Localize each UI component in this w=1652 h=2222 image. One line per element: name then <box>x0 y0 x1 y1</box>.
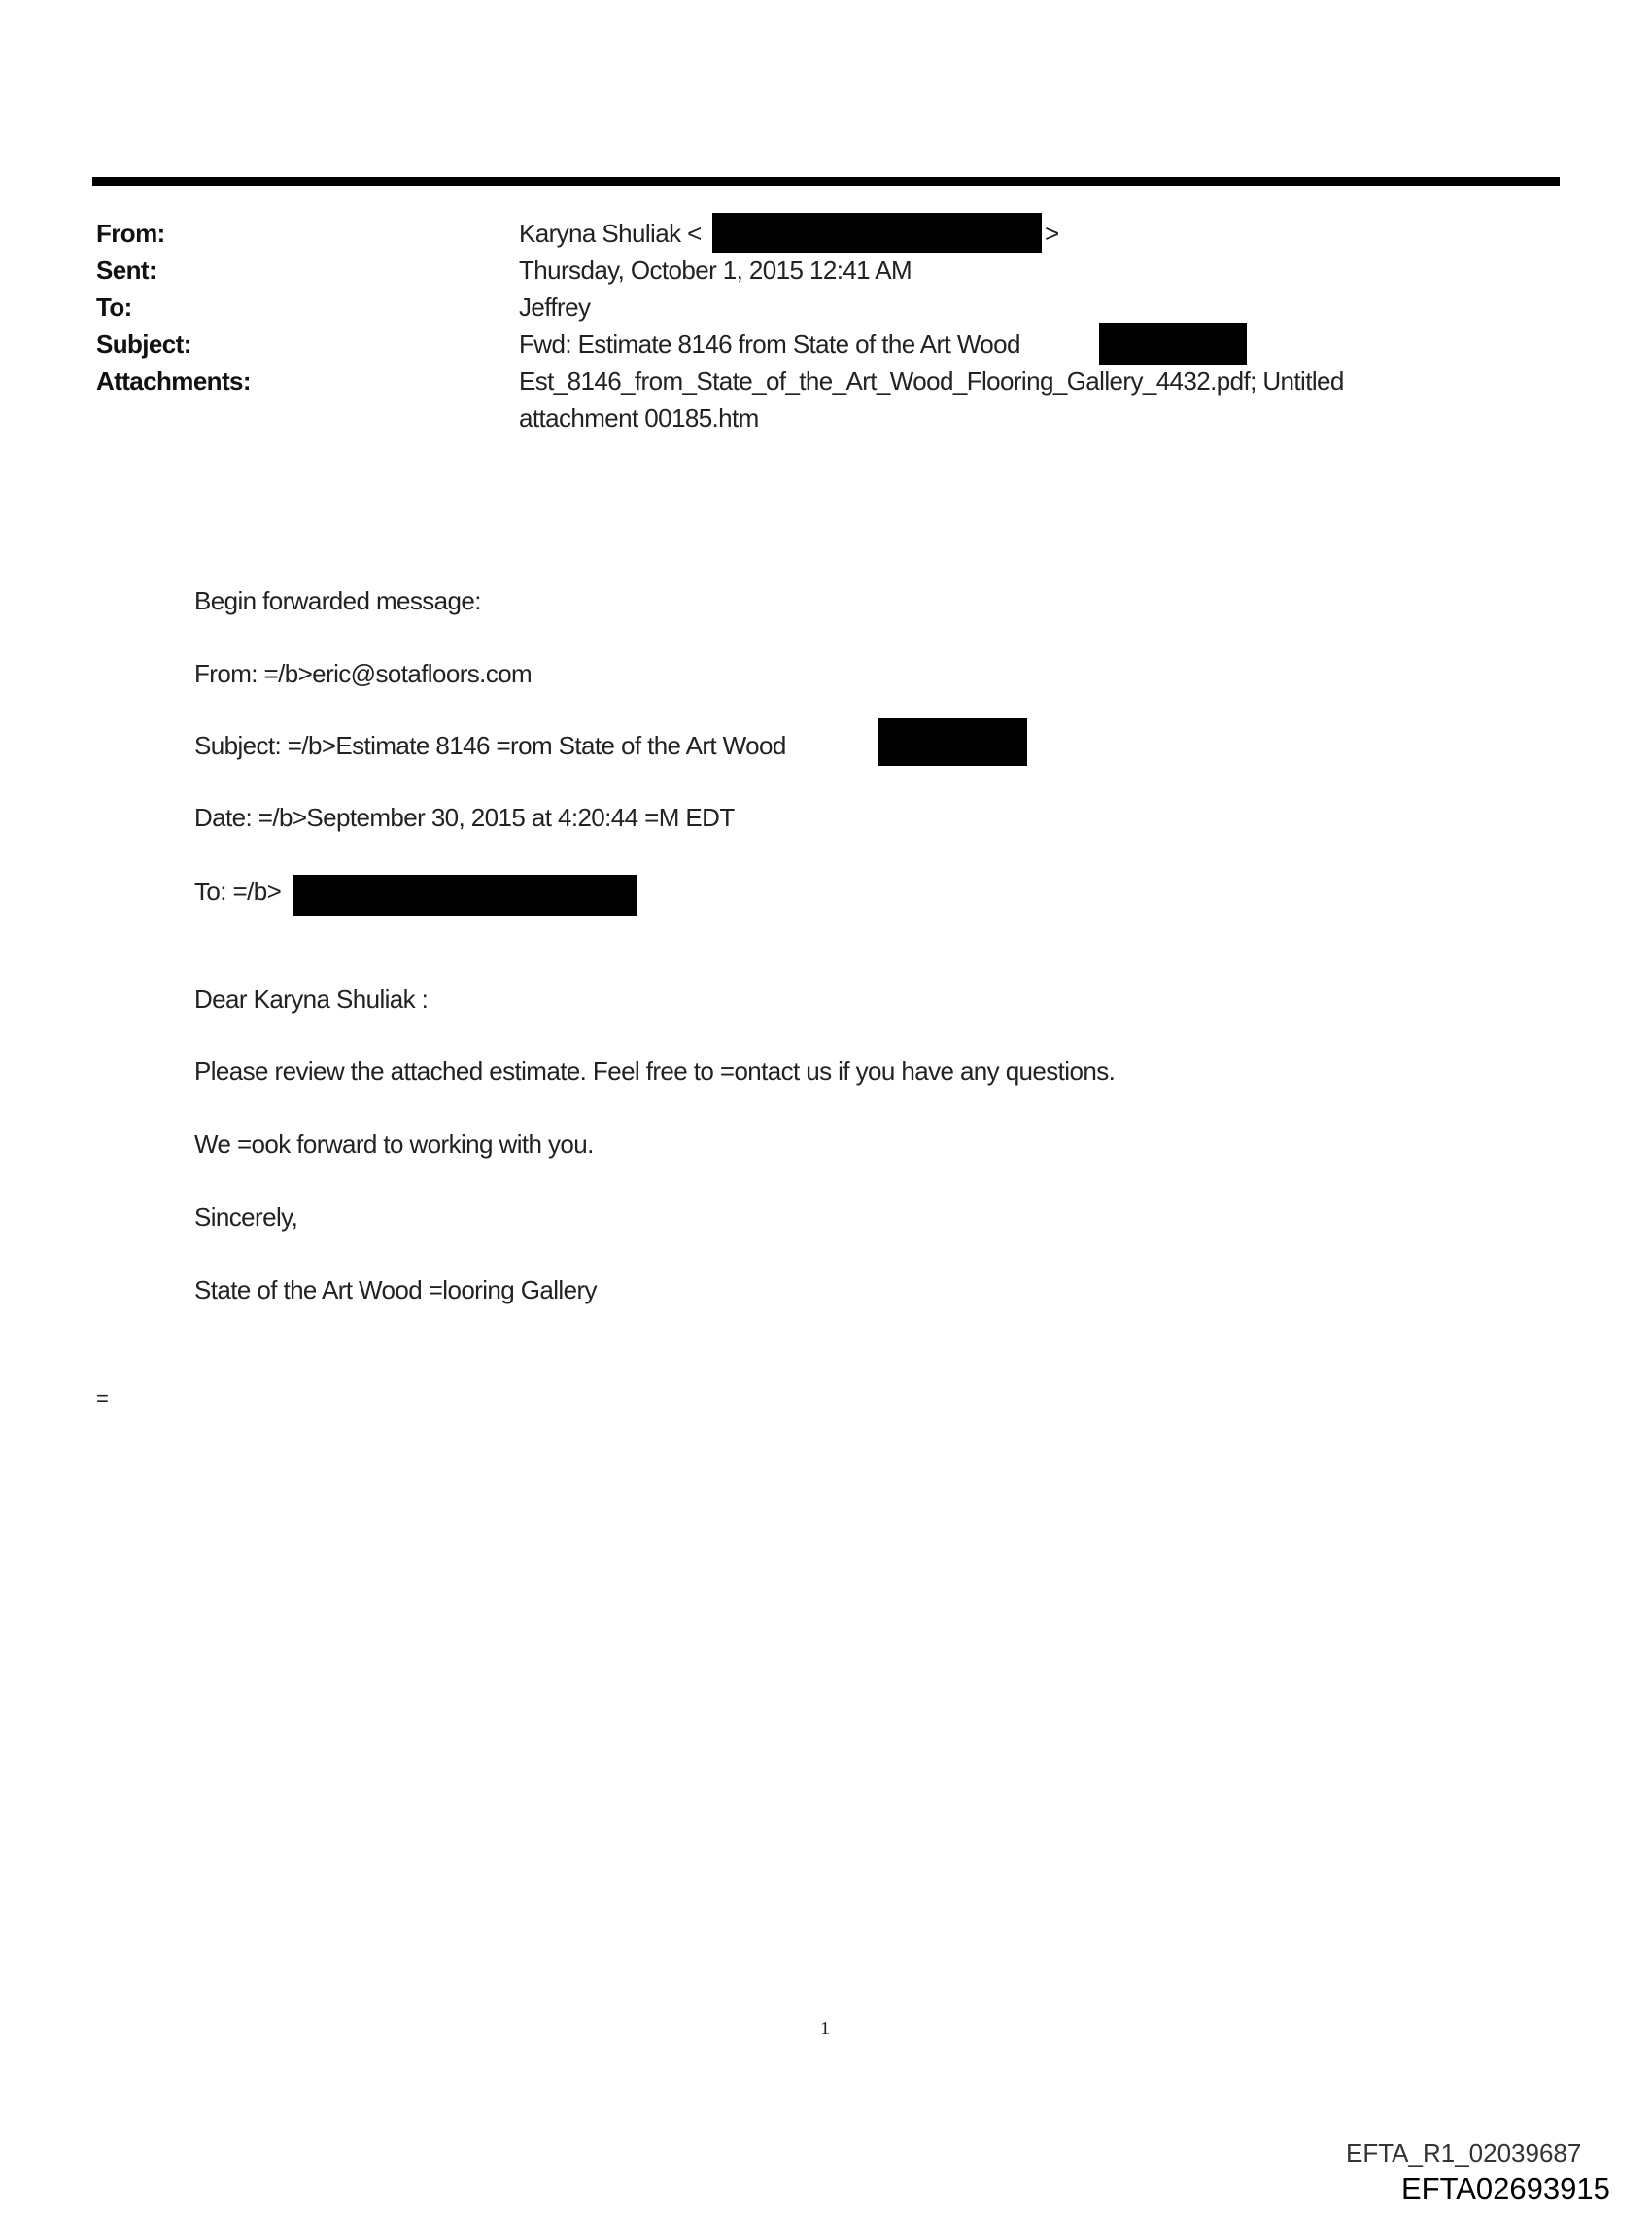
subject-value: Fwd: Estimate 8146 from State of the Art Wood <box>519 330 1020 359</box>
redaction <box>1099 323 1247 365</box>
body-line: We =ook forward to working with you. <box>194 1129 594 1159</box>
greeting: Dear Karyna Shuliak : <box>194 985 429 1014</box>
forward-to: To: =/b> <box>194 877 282 906</box>
signature: State of the Art Wood =looring Gallery <box>194 1275 597 1304</box>
redaction <box>878 718 1027 766</box>
header-rule <box>92 177 1560 186</box>
closing: Sincerely, <box>194 1202 298 1232</box>
forward-subject: Subject: =/b>Estimate 8146 =rom State of the Art Wood <box>194 731 786 760</box>
sent-value: Thursday, October 1, 2015 12:41 AM <box>519 256 912 285</box>
to-label: To: <box>96 293 132 322</box>
bates-stamp-r1: EFTA_R1_02039687 <box>1346 2138 1582 2168</box>
trailing-equals: = <box>96 1386 109 1410</box>
from-close: > <box>1045 219 1060 248</box>
page-number: 1 <box>820 2018 830 2039</box>
redaction <box>293 875 637 916</box>
forward-date: Date: =/b>September 30, 2015 at 4:20:44 =M EDT <box>194 803 735 832</box>
to-value: Jeffrey <box>519 293 591 322</box>
redaction <box>712 213 1042 253</box>
from-value: Karyna Shuliak < <box>519 219 702 248</box>
forward-from: From: =/b>eric@sotafloors.com <box>194 659 533 688</box>
forward-intro: Begin forwarded message: <box>194 586 481 615</box>
subject-label: Subject: <box>96 330 191 359</box>
attachment-link[interactable]: Est_8146_from_State_of_the_Art_Wood_Flooring_Gallery_4432.pdf; Untitled <box>519 366 1344 396</box>
bates-stamp: EFTA02693915 <box>1401 2171 1610 2205</box>
sent-label: Sent: <box>96 256 157 285</box>
from-label: From: <box>96 219 165 248</box>
attachment-link[interactable]: attachment 00185.htm <box>519 403 759 433</box>
body-line: Please review the attached estimate. Feel free to =ontact us if you have any questions. <box>194 1057 1116 1086</box>
attachments-label: Attachments: <box>96 366 251 396</box>
